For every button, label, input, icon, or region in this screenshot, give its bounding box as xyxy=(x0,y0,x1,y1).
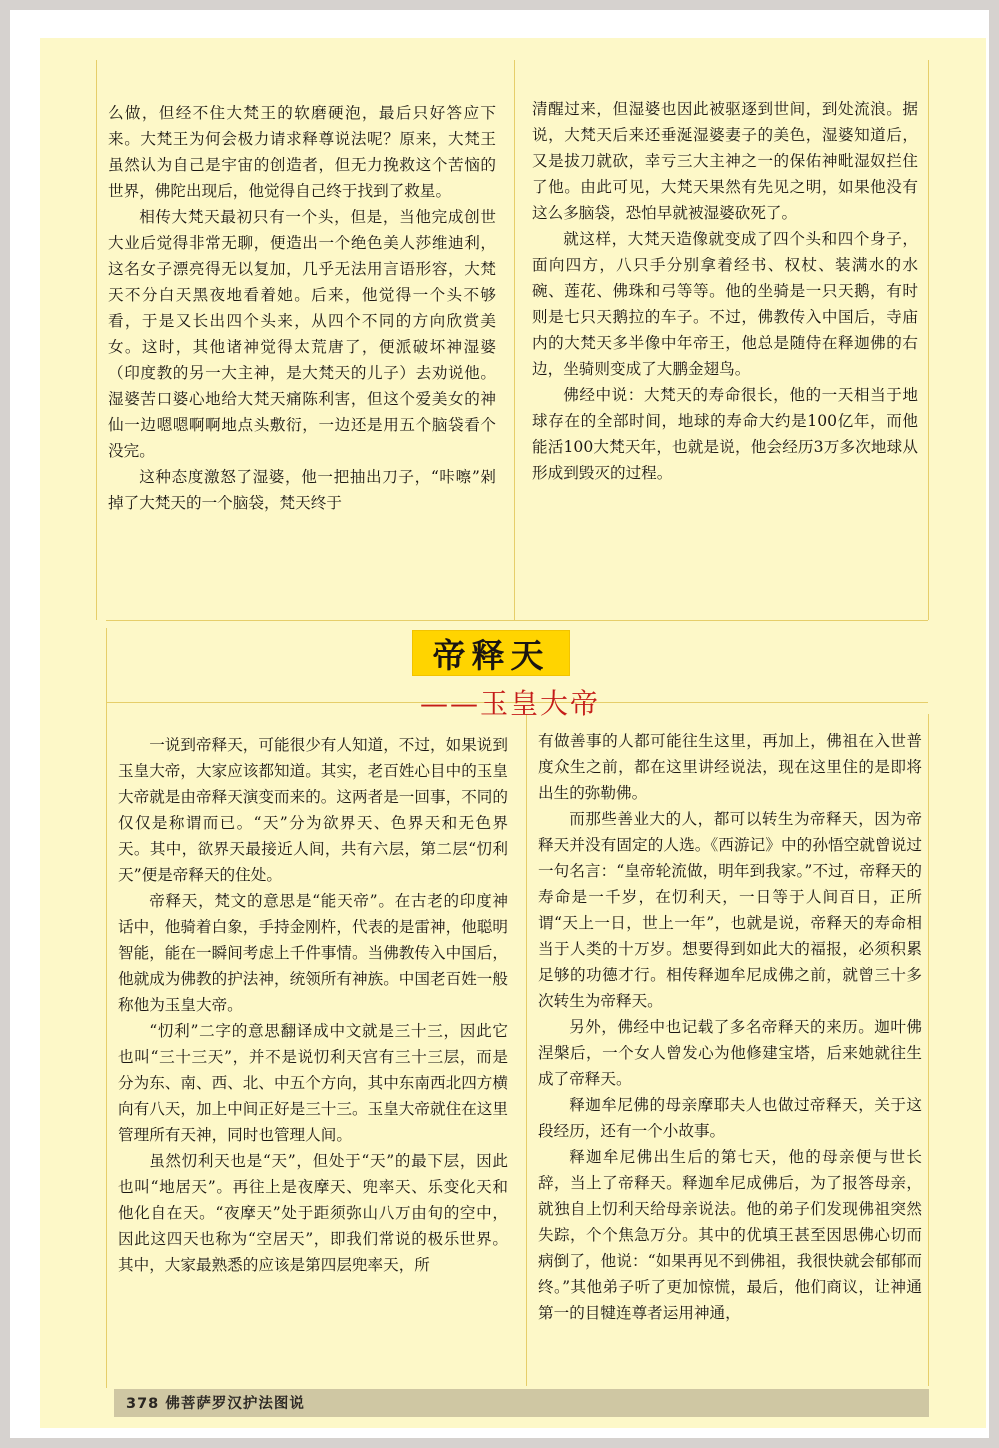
bottom-column-divider xyxy=(526,714,527,1386)
paragraph: 虽然忉利天也是“天”，但处于“天”的最下层，因此也叫“地居天”。再往上是夜摩天、兜率天、乐变化天和他化自在天。“夜摩天”处于距须弥山八万由旬的空中，因此这四天也称为“空居天”，即我们常说的极乐世界。其中，大家最熟悉的应该是第四层兜率天，所 xyxy=(118,1152,508,1274)
paragraph: 就这样，大梵天造像就变成了四个头和四个身子，面向四方，八只手分别拿着经书、权杖、装满水的水碗、莲花、佛珠和弓等等。他的坐骑是一只天鹅，有时则是七只天鹅拉的车子。不过，佛教传入中国后，寺庙内的大梵天多半像中年帝王，他总是随侍在释迦佛的右边，坐骑则变成了大鹏金翅鸟。 xyxy=(532,230,918,378)
paragraph: 释迦牟尼佛的母亲摩耶夫人也做过帝释天，关于这段经历，还有一个小故事。 xyxy=(538,1096,922,1140)
footer-page-label: 378 佛菩萨罗汉护法图说 xyxy=(126,1396,305,1412)
paragraph: 清醒过来，但湿婆也因此被驱逐到世间，到处流浪。据说，大梵天后来还垂涎湿婆妻子的美色，湿婆知道后，又是拔刀就砍，幸亏三大主神之一的保佑神毗湿奴拦住了他。由此可见，大梵天果然有先见之明，如果他没有这么多脑袋，恐怕早就被湿婆砍死了。 xyxy=(532,100,918,222)
top-left-margin-line xyxy=(96,60,97,620)
paragraph: 这种态度激怒了湿婆，他一把抽出刀子，“咔嚓”剁掉了大梵天的一个脑袋，梵天终于 xyxy=(108,468,496,512)
top-column-divider xyxy=(514,60,515,620)
paragraph: 另外，佛经中也记载了多名帝释天的来历。迦叶佛涅槃后，一个女人曾发心为他修建宝塔，后来她就往生成了帝释天。 xyxy=(538,1018,922,1088)
paragraph: 释迦牟尼佛出生后的第七天，他的母亲便与世长辞，当上了帝释天。释迦牟尼成佛后，为了报答母亲，就独自上忉利天给母亲说法。他的弟子们发现佛祖突然失踪，个个焦急万分。其中的优填王甚至因思佛心切而病倒了，他说：“如果再见不到佛祖，我很快就会郁郁而终。”其他弟子听了更加惊慌，最后，他们商议，让神通第一的目犍连尊者运用神通， xyxy=(538,1148,922,1322)
section-subtitle: ——玉皇大帝 xyxy=(420,687,601,720)
paragraph: 么做，但经不住大梵王的软磨硬泡，最后只好答应下来。大梵王为何会极力请求释尊说法呢？原来，大梵王虽然认为自己是宇宙的创造者，但无力挽救这个苦恼的世界，佛陀出现后，他觉得自己终于找到了救星。 xyxy=(108,104,496,200)
top-right-column xyxy=(532,96,918,596)
paragraph: 而那些善业大的人，都可以转生为帝释天，因为帝释天并没有固定的人选。《西游记》中的孙悟空就曾说过一句名言：“皇帝轮流做，明年到我家。”不过，帝释天的寿命是一千岁，在忉利天，一日等于人间百日，正所谓“天上一日，世上一年”，也就是说，帝释天的寿命相当于人类的十万岁。想要得到如此大的福报，必须积累足够的功德才行。相传释迦牟尼成佛之前，就曾三十多次转生为帝释天。 xyxy=(538,810,922,1010)
top-right-margin-line xyxy=(928,60,929,620)
page-frame xyxy=(10,10,989,1438)
top-left-column xyxy=(108,100,496,600)
paragraph: 相传大梵天最初只有一个头，但是，当他完成创世大业后觉得非常无聊，便造出一个绝色美人莎维迪利，这名女子漂亮得无以复加，几乎无法用言语形容，大梵天不分白天黑夜地看着她。后来，他觉得一个头不够看，于是又长出四个头来，从四个不同的方向欣赏美女。这时，其他诸神觉得太荒唐了，便派破坏神湿婆（印度教的另一大主神，是大梵天的儿子）去劝说他。湿婆苦口婆心地给大梵天痛陈利害，但这个爱美女的神仙一边嗯嗯啊啊地点头敷衍，一边还是用五个脑袋看个没完。 xyxy=(108,208,496,460)
bottom-right-margin-line xyxy=(928,714,929,1386)
paragraph: 有做善事的人都可能往生这里，再加上，佛祖在入世普度众生之前，都在这里讲经说法，现在这里住的是即将出生的弥勒佛。 xyxy=(538,732,922,802)
paragraph: 一说到帝释天，可能很少有人知道，不过，如果说到玉皇大帝，大家应该都知道。其实，老百姓心目中的玉皇大帝就是由帝释天演变而来的。这两者是一回事，不同的仅仅是称谓而已。“天”分为欲界天、色界天和无色界天。其中，欲界天最接近人间，共有六层，第二层“忉利天”便是帝释天的住处。 xyxy=(118,736,508,884)
section-top-line xyxy=(106,620,928,621)
paragraph: “忉利”二字的意思翻译成中文就是三十三，因此它也叫“三十三天”，并不是说忉利天宫有三十三层，而是分为东、南、西、北、中五个方向，其中东南西北四方横向有八天，加上中间正好是三十三。玉皇大帝就住在这里管理所有天神，同时也管理人间。 xyxy=(118,1022,508,1144)
section-title: 帝释天 xyxy=(412,630,570,676)
paragraph: 佛经中说：大梵天的寿命很长，他的一天相当于地球存在的全部时间，地球的寿命大约是100亿年，而他能活100大梵天年，也就是说，他会经历3万多次地球从形成到毁灭的过程。 xyxy=(532,386,918,482)
bottom-left-margin-line xyxy=(106,628,107,1388)
book-page xyxy=(40,38,986,1428)
paragraph: 帝释天，梵文的意思是“能天帝”。在古老的印度神话中，他骑着白象，手持金刚杵，代表的是雷神，他聪明智能，能在一瞬间考虑上千件事情。当佛教传入中国后，他就成为佛教的护法神，统领所有神族。中国老百姓一般称他为玉皇大帝。 xyxy=(118,892,508,1014)
bottom-right-column xyxy=(538,728,922,1378)
bottom-left-column xyxy=(118,732,508,1382)
page-footer xyxy=(114,1389,929,1417)
